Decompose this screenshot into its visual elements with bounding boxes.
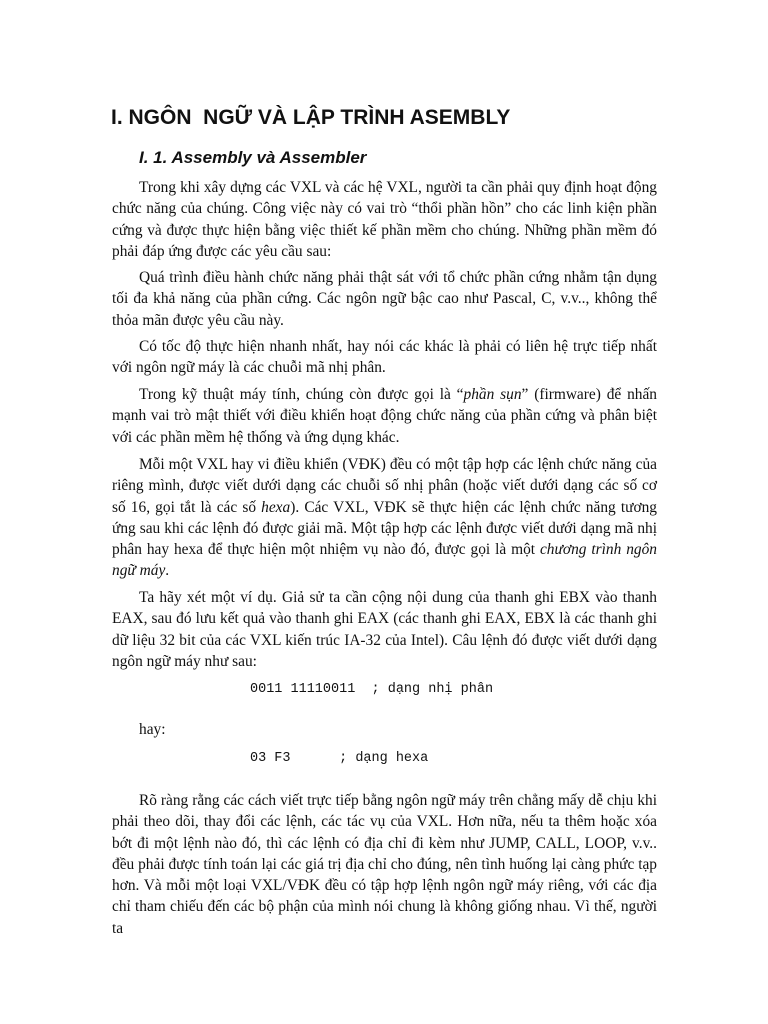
section-subheading: I. 1. Assembly và Assembler [139, 148, 367, 167]
paragraph-example: Ta hãy xét một ví dụ. Giả sử ta cần cộng nội dung của thanh ghi EBX vào thanh EAX, sau đó lưu kết quả vào thanh ghi EAX (các thanh ghi EAX, EBX là các thanh ghi dữ liệu 32 bit của các VXL kiến trúc IA-32 của Intel). Câu lệnh đó được viết dưới dạng ngôn ngữ máy như sau: [112, 589, 657, 670]
firmware-text-b: ” (firmware) để nhấn mạnh vai trò mật thiết với điều khiển hoạt động chức năng của phần cứng và phân biệt với các phần mềm hệ thống và ứng dụng khác. [112, 386, 657, 446]
paragraph-intro: Trong khi xây dựng các VXL và các hệ VXL, người ta cần phải quy định hoạt động chức năng của chúng. Công việc này có vai trò “thổi phần hồn” cho các linh kiện phần cứng và được thực hiện bằng việc thiết kế phần mềm cho chúng. Những phần mềm đó phải đáp ứng được các yêu cầu sau: [112, 179, 657, 260]
paragraph-machine-language: Rõ ràng rằng các cách viết trực tiếp bằng ngôn ngữ máy trên chẳng mấy dễ chịu khi phải theo dõi, thay đổi các lệnh, các tác vụ của VXL. Hơn nữa, nếu ta thêm hoặc xóa bớt đi một lệnh nào đó, thì các lệnh có địa chỉ đi kèm như JUMP, CALL, LOOP, v.v.. đều phải được tính toán lại các giá trị địa chỉ cho đúng, nên tình huống lại càng phức tạp hơn. Và mỗi một loại VXL/VĐK đều có tập hợp lệnh ngôn ngữ máy riêng, với các địa chỉ tham chiếu đến các bộ phận của mình nói chung là không giống nhau. Vì thế, người ta [112, 792, 657, 937]
paragraph-requirement-1: Quá trình điều hành chức năng phải thật sát với tổ chức phần cứng nhằm tận dụng tối đa khả năng của phần cứng. Các ngôn ngữ bậc cao như Pascal, C, v.v.., không thể thỏa mãn được yêu cầu này. [112, 269, 657, 329]
hexa-term: hexa [261, 498, 291, 516]
paragraph-instruction-set [112, 454, 657, 582]
code-hexa: 03 F3 ; dạng hexa [250, 751, 429, 766]
text-hay: hay: [139, 721, 166, 738]
page-heading: I. NGÔN NGỮ VÀ LẬP TRÌNH ASEMBLY [111, 106, 511, 129]
firmware-term: phần sụn [463, 386, 522, 403]
machine-program-term: chương trình ngôn ngữ máy [112, 541, 658, 580]
code-binary: 0011 11110011 ; dạng nhị phân [250, 682, 494, 697]
instruction-text-c: . [165, 562, 170, 580]
paragraph-requirement-2: Có tốc độ thực hiện nhanh nhất, hay nói các khác là phải có liên hệ trực tiếp nhất với ngôn ngữ máy là các chuỗi mã nhị phân. [112, 338, 657, 377]
instruction-text-b: ). Các VXL, VĐK sẽ thực hiện các lệnh chức năng tương ứng sau khi các lệnh đó được giải mã. Một tập hợp các lệnh được viết dưới dạng mã nhị phân hay hexa để thực hiện một nhiệm vụ nào đó, được gọi là một [112, 498, 657, 559]
firmware-text-a: Trong kỹ thuật máy tính, chúng còn được gọi là “ [139, 386, 464, 403]
paragraph-firmware [112, 384, 657, 448]
instruction-text-a: Mỗi một VXL hay vi điều khiển (VĐK) đều có một tập hợp các lệnh chức năng của riêng mình, được viết dưới dạng các chuỗi số nhị phân (hoặc viết dưới dạng các số cơ số 16, gọi tắt là các số [112, 456, 657, 516]
